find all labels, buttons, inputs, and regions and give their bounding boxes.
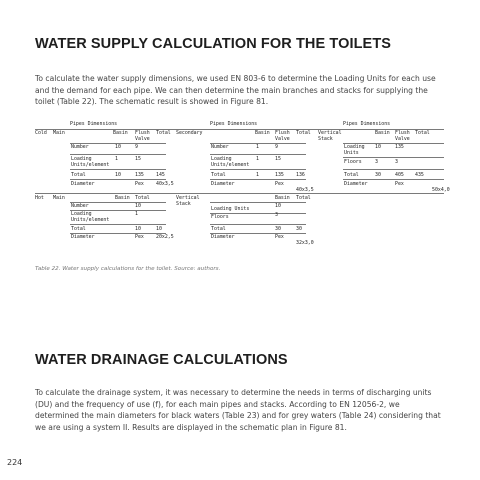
table-cell: Basin [255, 130, 270, 136]
table-cell: Diameter [344, 181, 368, 187]
drainage-title: WATER DRAINAGE CALCULATIONS [35, 352, 288, 368]
table-header: Pipes Dimensions [70, 121, 118, 127]
table-cell: 435 [415, 172, 424, 178]
table-rule [210, 154, 306, 155]
table-cell: Diameter [211, 181, 235, 187]
table-header: Pipes Dimensions [343, 121, 391, 127]
table-cell: 1 [135, 211, 138, 217]
table-cell: 145 [156, 172, 165, 178]
table-cell: 1 [256, 156, 259, 162]
table-cell: Diameter [211, 234, 235, 240]
table-cell: 10 [135, 203, 141, 209]
table-cell: Floors [344, 159, 362, 165]
table-cell: Valve [135, 136, 150, 142]
table-rule [70, 169, 166, 170]
table-rule [210, 179, 306, 180]
table-cell: Flush [275, 130, 290, 136]
table-cell: Total [344, 172, 359, 178]
table-cell: Units/element [71, 162, 110, 168]
table-cell: Diameter [71, 181, 95, 187]
table-cell: 50x4,0 [432, 187, 450, 193]
table-cell: Loading [71, 211, 92, 217]
table-cell: 9 [275, 144, 278, 150]
table-cell: Loading [211, 156, 232, 162]
table-cell: 9 [135, 144, 138, 150]
table-cell: Total [156, 130, 171, 136]
table-cell: Flush [135, 130, 150, 136]
supply-title: WATER SUPPLY CALCULATION FOR THE TOILETS [35, 36, 392, 52]
table-cell: 136 [296, 172, 305, 178]
table-cell: Diameter [71, 234, 95, 240]
supply-paragraph: To calculate the water supply dimensions, we used EN 803-6 to determine the Loading Units for each use and the demand for each pipe. We can then determine the main branches and stacks for supplying the toilet (Table 22). The schematic result is showed in Figure 81. [35, 74, 436, 107]
table-cell: 40x3,5 [156, 181, 174, 187]
table-cell: 10 [115, 172, 121, 178]
table-cell: Vertical [318, 130, 342, 136]
table-header: Pipes Dimensions [210, 121, 258, 127]
table-cell: Pex [135, 181, 144, 187]
table-cell: 30 [296, 226, 302, 232]
table-cell: Pex [275, 181, 284, 187]
table-cell: 15 [275, 156, 281, 162]
table-cell: 135 [395, 144, 404, 150]
table-cell: Total [211, 172, 226, 178]
table-rule [70, 224, 166, 225]
table-cell: Units/element [211, 162, 250, 168]
table-cell: Pex [395, 181, 404, 187]
table-cell: Loading [344, 144, 365, 150]
table-cell: Stack [318, 136, 333, 142]
table-cell: Hot [35, 195, 44, 201]
table-cell: 15 [135, 156, 141, 162]
table-cell: Stack [176, 201, 191, 207]
table-rule [210, 224, 306, 225]
table-cell: Basin [275, 195, 290, 201]
table-cell: Total [71, 226, 86, 232]
table-cell: Floors [211, 214, 229, 220]
table-cell: Basin [115, 195, 130, 201]
table-cell: Secondary [176, 130, 203, 136]
table-rule [343, 169, 444, 170]
table-cell: 3 [395, 159, 398, 165]
table-cell: Total [296, 130, 311, 136]
table-cell: 135 [135, 172, 144, 178]
table-cell: Units [344, 150, 359, 156]
table-cell: 10 [156, 226, 162, 232]
table-rule [343, 179, 444, 180]
table-cell: Basin [375, 130, 390, 136]
table-cell: 10 [135, 226, 141, 232]
table-cell: Total [296, 195, 311, 201]
table-cell: Units/element [71, 217, 110, 223]
table-cell: 10 [115, 144, 121, 150]
table-cell: Loading [71, 156, 92, 162]
table-cell: Number [71, 203, 89, 209]
table-cell: Loading Units [211, 206, 250, 212]
table-rule [70, 154, 166, 155]
table-cell: Total [135, 195, 150, 201]
table-cell: 30 [375, 172, 381, 178]
table-cell: Total [71, 172, 86, 178]
table-cell: 10 [275, 203, 281, 209]
table-cell: Cold [35, 130, 47, 136]
table-cell: Total [211, 226, 226, 232]
table-cell: 1 [256, 144, 259, 150]
table-cell: 3 [375, 159, 378, 165]
table-cell: Basin [113, 130, 128, 136]
table-cell: Number [71, 144, 89, 150]
table-cell: 135 [275, 172, 284, 178]
table-cell: Flush [395, 130, 410, 136]
table-rule [70, 179, 166, 180]
table-cell: Vertical [176, 195, 200, 201]
table-cell: Main [53, 195, 65, 201]
table-rule [210, 169, 306, 170]
table-cell: 32x3,0 [296, 240, 314, 246]
table-cell: Total [415, 130, 430, 136]
table-cell: 1 [115, 156, 118, 162]
table-cell: Pex [135, 234, 144, 240]
table-rule [210, 202, 306, 203]
table-cell: Pex [275, 234, 284, 240]
table-cell: 30 [275, 226, 281, 232]
table-cell: 20x2,5 [156, 234, 174, 240]
table-cell: 10 [375, 144, 381, 150]
table-caption: Table 22. Water supply calculations for the toilet. Source: authors. [35, 266, 221, 272]
table-cell: Valve [275, 136, 290, 142]
table-cell: 3 [275, 212, 278, 218]
table-rule [35, 193, 444, 194]
table-cell: 1 [256, 172, 259, 178]
table-cell: Number [211, 144, 229, 150]
table-cell: 405 [395, 172, 404, 178]
page-number: 224 [7, 458, 23, 467]
table-rule [343, 157, 444, 158]
table-cell: Main [53, 130, 65, 136]
table-cell: Valve [395, 136, 410, 142]
drainage-paragraph: To calculate the drainage system, it was necessary to determine the needs in terms of discharging units (DU) and the frequency of use (f), for each main pipes and stacks. According to EN 12056-2, we determined the main diameters for black waters (Table 23) and for grey waters (Table 24) considering that we are using a system II. Results are displayed in the schematic plan in Figure 81. [35, 388, 441, 432]
table-cell: 40x3,5 [296, 187, 314, 193]
